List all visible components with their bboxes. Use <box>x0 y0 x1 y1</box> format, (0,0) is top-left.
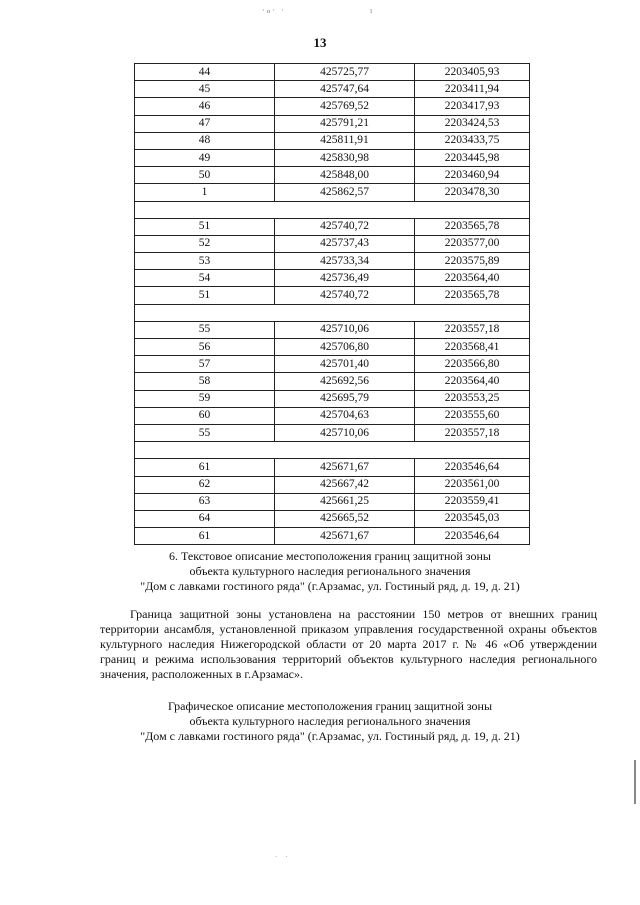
y-coordinate-cell: 2203424,53 <box>415 115 530 132</box>
y-coordinate-cell: 2203561,00 <box>415 476 530 493</box>
point-number-cell: 53 <box>135 253 275 270</box>
x-coordinate-cell: 425710,06 <box>275 321 415 338</box>
point-number-cell: 61 <box>135 528 275 545</box>
x-coordinate-cell: 425701,40 <box>275 356 415 373</box>
x-coordinate-cell: 425665,52 <box>275 510 415 527</box>
x-coordinate-cell: 425769,52 <box>275 98 415 115</box>
y-coordinate-cell: 2203433,75 <box>415 132 530 149</box>
point-number-cell: 51 <box>135 218 275 235</box>
coordinates-table-body <box>135 64 530 545</box>
section-6-heading-line-1: 6. Текстовое описание местоположения границ защитной зоны <box>169 549 491 563</box>
y-coordinate-cell: 2203445,98 <box>415 149 530 166</box>
y-coordinate-cell: 2203565,78 <box>415 287 530 304</box>
x-coordinate-cell: 425740,72 <box>275 287 415 304</box>
table-row <box>135 287 530 304</box>
graphic-description-heading-line-3: "Дом с лавками гостиного ряда" (г.Арзамас, ул. Гостиный ряд, д. 19, д. 21) <box>140 729 520 743</box>
x-coordinate-cell: 425830,98 <box>275 149 415 166</box>
point-number-cell: 63 <box>135 493 275 510</box>
y-coordinate-cell: 2203546,64 <box>415 528 530 545</box>
point-number-cell: 62 <box>135 476 275 493</box>
table-row <box>135 270 530 287</box>
table-row <box>135 218 530 235</box>
x-coordinate-cell: 425671,67 <box>275 528 415 545</box>
point-number-cell: 47 <box>135 115 275 132</box>
table-spacer-row <box>135 442 530 459</box>
point-number-cell: 59 <box>135 390 275 407</box>
section-6-heading-line-2: объекта культурного наследия регионального значения <box>189 564 471 578</box>
point-number-cell: 51 <box>135 287 275 304</box>
table-row <box>135 339 530 356</box>
table-row <box>135 98 530 115</box>
table-row <box>135 64 530 81</box>
y-coordinate-cell: 2203565,78 <box>415 218 530 235</box>
table-row <box>135 81 530 98</box>
x-coordinate-cell: 425862,57 <box>275 184 415 201</box>
point-number-cell: 49 <box>135 149 275 166</box>
y-coordinate-cell: 2203545,03 <box>415 510 530 527</box>
scan-artifact: · · <box>275 853 291 861</box>
x-coordinate-cell: 425704,63 <box>275 407 415 424</box>
point-number-cell: 44 <box>135 64 275 81</box>
table-row <box>135 528 530 545</box>
table-spacer-cell <box>135 201 530 218</box>
y-coordinate-cell: 2203557,18 <box>415 321 530 338</box>
section-6-heading <box>80 549 580 594</box>
x-coordinate-cell: 425736,49 <box>275 270 415 287</box>
x-coordinate-cell: 425733,34 <box>275 253 415 270</box>
table-row <box>135 459 530 476</box>
table-spacer-cell <box>135 442 530 459</box>
table-row <box>135 373 530 390</box>
point-number-cell: 45 <box>135 81 275 98</box>
y-coordinate-cell: 2203557,18 <box>415 424 530 441</box>
point-number-cell: 56 <box>135 339 275 356</box>
table-row <box>135 407 530 424</box>
table-row <box>135 235 530 252</box>
table-row <box>135 149 530 166</box>
boundary-description-paragraph: Граница защитной зоны установлена на расстоянии 150 метров от внешних границ территории ансамбля, установленной приказом управления государственной охраны объектов культурного наследия Нижегородской области от 20 марта 2017 г. № 46 «Об утверждении границ и режима использования территорий объектов культурного наследия регионального значения, расположенных в г.Арзамас». <box>100 607 597 681</box>
point-number-cell: 60 <box>135 407 275 424</box>
graphic-description-heading-line-1: Графическое описание местоположения границ защитной зоны <box>167 699 493 713</box>
table-row <box>135 424 530 441</box>
x-coordinate-cell: 425710,06 <box>275 424 415 441</box>
margin-mark <box>634 760 636 804</box>
y-coordinate-cell: 2203555,60 <box>415 407 530 424</box>
point-number-cell: 57 <box>135 356 275 373</box>
x-coordinate-cell: 425737,43 <box>275 235 415 252</box>
x-coordinate-cell: 425747,64 <box>275 81 415 98</box>
table-row <box>135 253 530 270</box>
table-row <box>135 167 530 184</box>
y-coordinate-cell: 2203577,00 <box>415 235 530 252</box>
y-coordinate-cell: 2203575,89 <box>415 253 530 270</box>
table-row <box>135 356 530 373</box>
point-number-cell: 1 <box>135 184 275 201</box>
table-spacer-cell <box>135 304 530 321</box>
table-row <box>135 493 530 510</box>
y-coordinate-cell: 2203564,40 <box>415 373 530 390</box>
point-number-cell: 58 <box>135 373 275 390</box>
table-row <box>135 476 530 493</box>
y-coordinate-cell: 2203564,40 <box>415 270 530 287</box>
table-row <box>135 115 530 132</box>
point-number-cell: 54 <box>135 270 275 287</box>
point-number-cell: 50 <box>135 167 275 184</box>
page-number: 13 <box>313 35 327 50</box>
y-coordinate-cell: 2203568,41 <box>415 339 530 356</box>
graphic-description-heading-line-2: объекта культурного наследия регионального значения <box>189 714 471 728</box>
y-coordinate-cell: 2203546,64 <box>415 459 530 476</box>
y-coordinate-cell: 2203553,25 <box>415 390 530 407</box>
point-number-cell: 52 <box>135 235 275 252</box>
x-coordinate-cell: 425695,79 <box>275 390 415 407</box>
section-6-heading-line-3: "Дом с лавками гостиного ряда" (г.Арзамас, ул. Гостиный ряд, д. 19, д. 21) <box>140 579 520 593</box>
point-number-cell: 64 <box>135 510 275 527</box>
x-coordinate-cell: 425811,91 <box>275 132 415 149</box>
x-coordinate-cell: 425740,72 <box>275 218 415 235</box>
x-coordinate-cell: 425848,00 <box>275 167 415 184</box>
point-number-cell: 55 <box>135 424 275 441</box>
x-coordinate-cell: 425791,21 <box>275 115 415 132</box>
x-coordinate-cell: 425706,80 <box>275 339 415 356</box>
scan-artifact: ı <box>370 6 373 15</box>
coordinates-table <box>134 63 530 545</box>
point-number-cell: 61 <box>135 459 275 476</box>
point-number-cell: 48 <box>135 132 275 149</box>
y-coordinate-cell: 2203566,80 <box>415 356 530 373</box>
table-row <box>135 510 530 527</box>
table-spacer-row <box>135 304 530 321</box>
x-coordinate-cell: 425671,67 <box>275 459 415 476</box>
x-coordinate-cell: 425661,25 <box>275 493 415 510</box>
table-row <box>135 184 530 201</box>
table-spacer-row <box>135 201 530 218</box>
table-row <box>135 132 530 149</box>
y-coordinate-cell: 2203405,93 <box>415 64 530 81</box>
x-coordinate-cell: 425725,77 <box>275 64 415 81</box>
scan-artifact: ·ℴ· · <box>262 6 286 15</box>
x-coordinate-cell: 425667,42 <box>275 476 415 493</box>
point-number-cell: 55 <box>135 321 275 338</box>
graphic-description-heading <box>80 699 580 744</box>
y-coordinate-cell: 2203417,93 <box>415 98 530 115</box>
table-row <box>135 321 530 338</box>
table-row <box>135 390 530 407</box>
point-number-cell: 46 <box>135 98 275 115</box>
y-coordinate-cell: 2203460,94 <box>415 167 530 184</box>
y-coordinate-cell: 2203411,94 <box>415 81 530 98</box>
y-coordinate-cell: 2203478,30 <box>415 184 530 201</box>
x-coordinate-cell: 425692,56 <box>275 373 415 390</box>
y-coordinate-cell: 2203559,41 <box>415 493 530 510</box>
